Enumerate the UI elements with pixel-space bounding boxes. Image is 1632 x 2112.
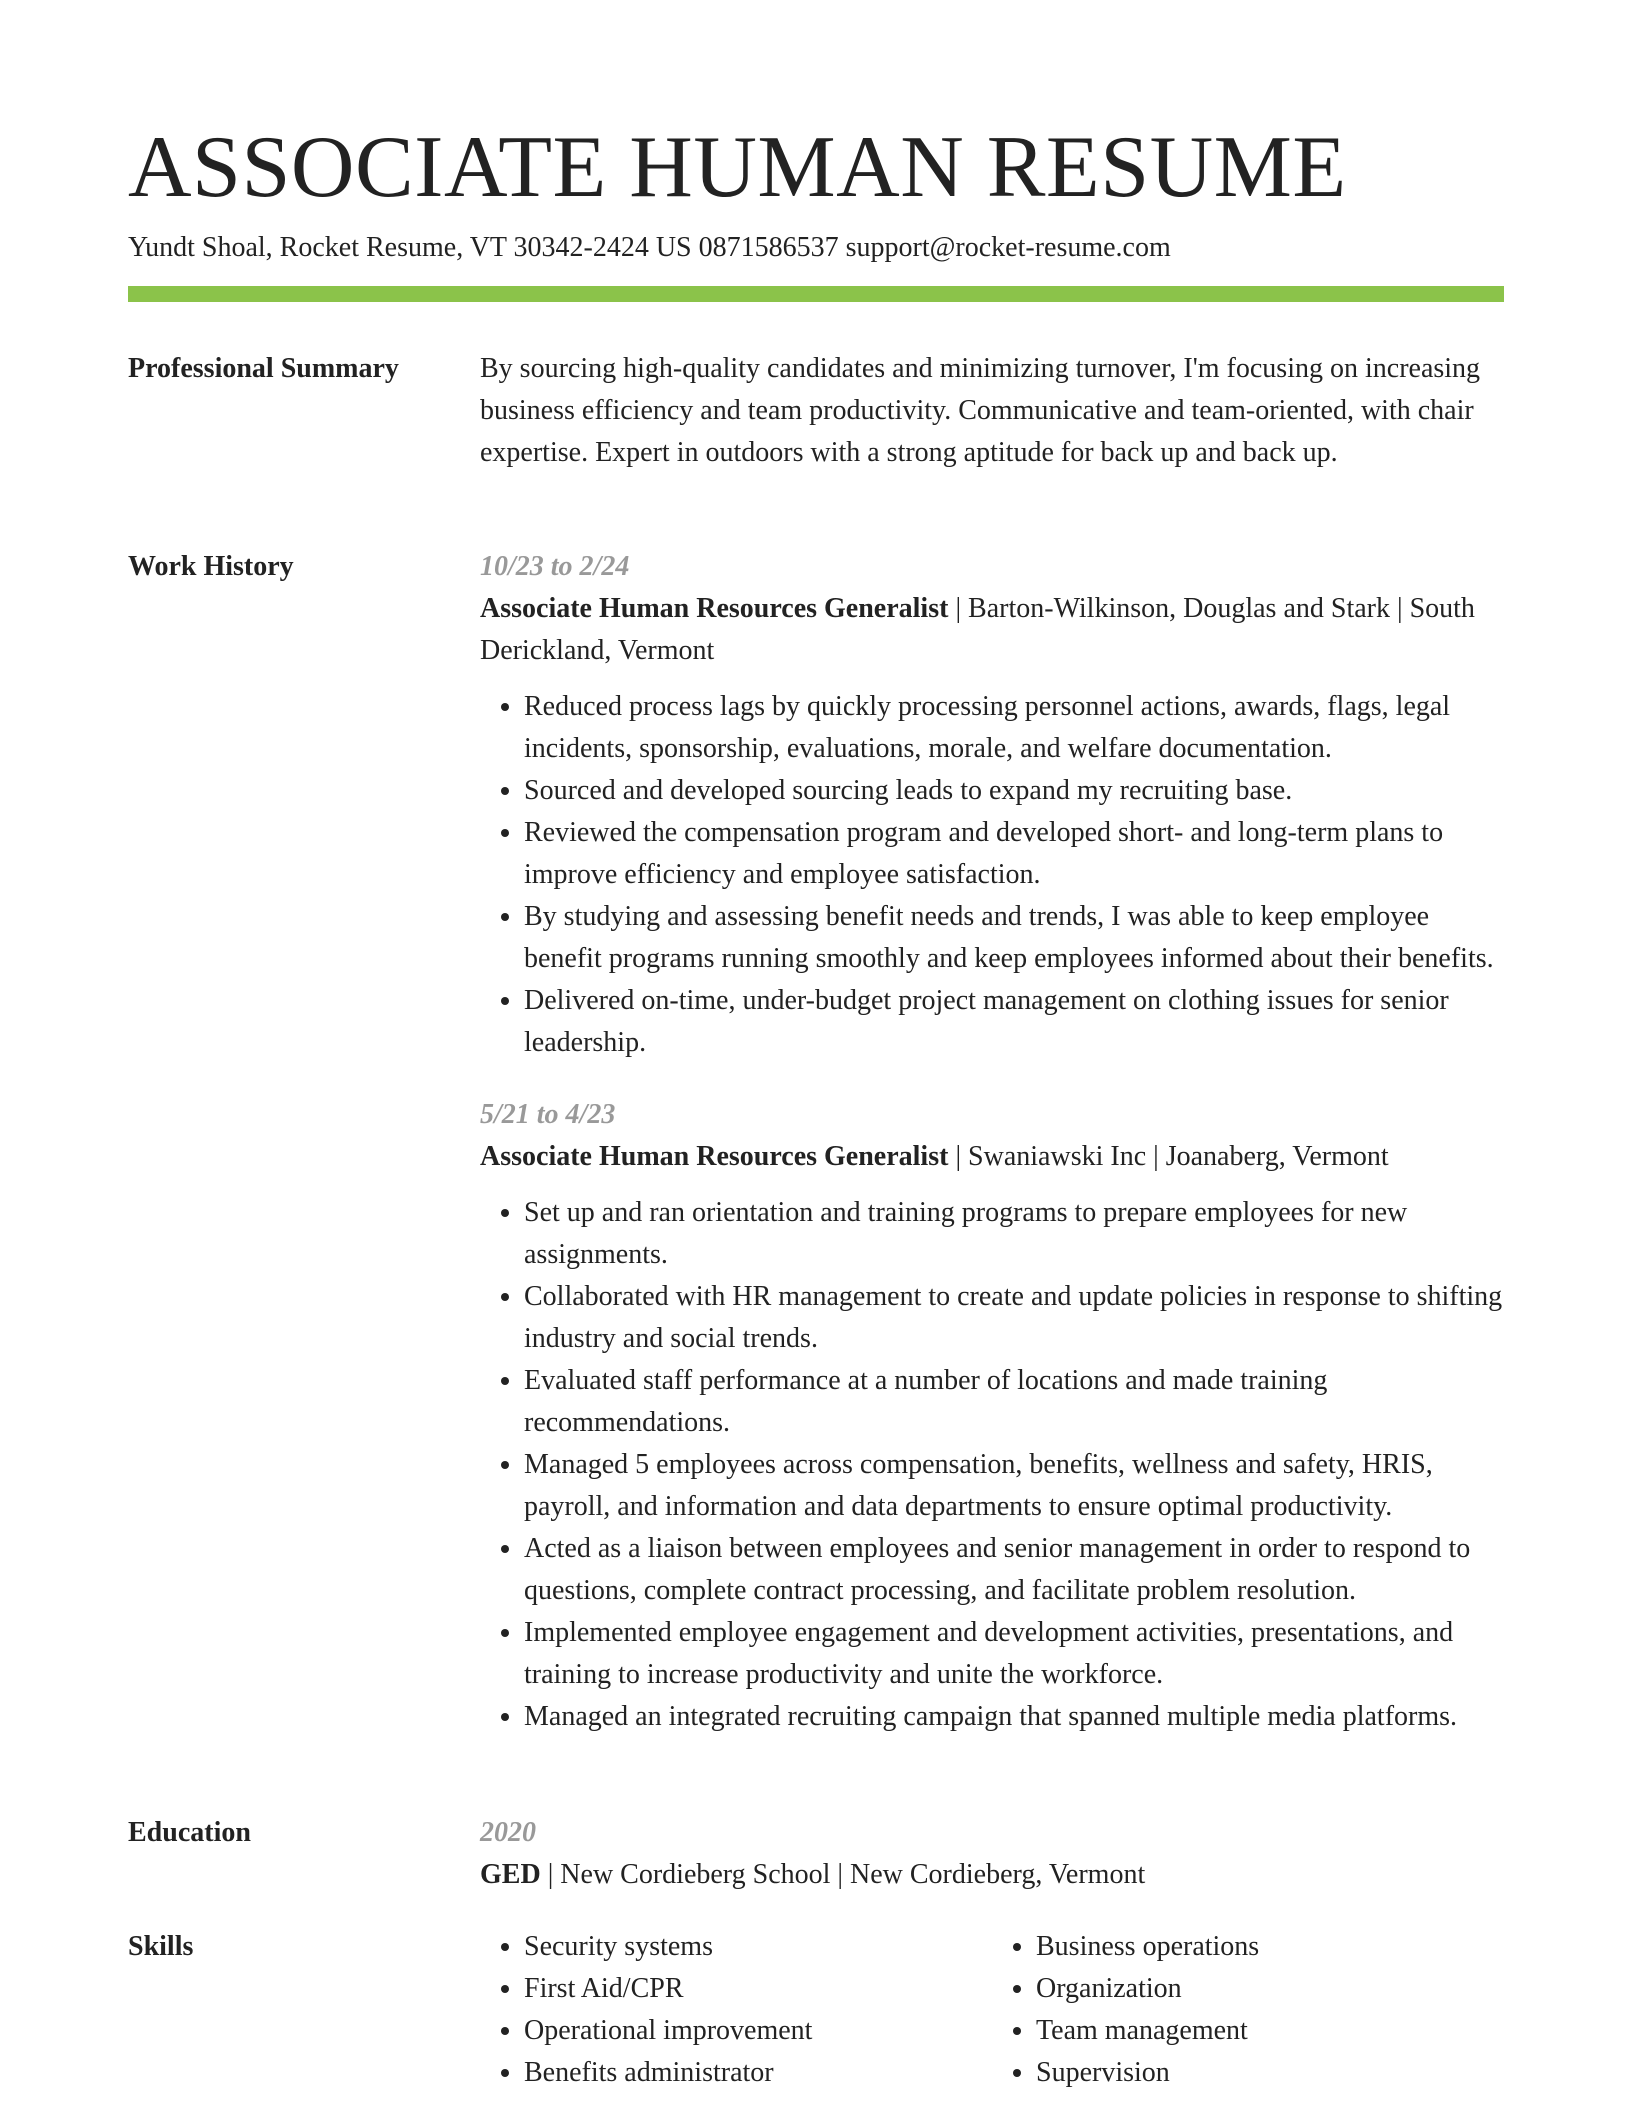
job-title: Associate Human Resources Generalist xyxy=(480,593,949,624)
job-bullet: • Managed an integrated recruiting campaign that spanned multiple media platforms. xyxy=(524,1696,1504,1738)
job-entry xyxy=(480,1094,1504,1738)
job-bullet: • Delivered on-time, under-budget project management on clothing issues for senior leadership. xyxy=(524,980,1504,1064)
job-bullet: • Set up and ran orientation and training programs to prepare employees for new assignments. xyxy=(524,1192,1504,1276)
job-bullet: • Acted as a liaison between employees and senior management in order to respond to questions, complete contract processing, and facilitate problem resolution. xyxy=(524,1528,1504,1612)
job-bullets xyxy=(480,1192,1504,1738)
job-bullet: • Evaluated staff performance at a number of locations and made training recommendations. xyxy=(524,1360,1504,1444)
section-label-work-history: Work History xyxy=(128,551,294,582)
job-dates: 10/23 to 2/24 xyxy=(480,551,630,582)
job-details: | Barton-Wilkinson, Douglas and Stark | South Derickland, Vermont xyxy=(480,593,1475,666)
job-details: | Swaniawski Inc | Joanaberg, Vermont xyxy=(948,1141,1389,1172)
job-entry xyxy=(480,546,1504,1064)
job-bullets xyxy=(480,686,1504,1064)
education-year: 2020 xyxy=(480,1817,536,1848)
accent-divider xyxy=(128,286,1504,302)
job-heading xyxy=(480,588,1504,672)
skill-item: • Team management xyxy=(1036,2010,1504,2052)
resume-header xyxy=(128,118,1504,266)
job-bullet: • Collaborated with HR management to create and update policies in response to shifting industry and social trends. xyxy=(524,1276,1504,1360)
skill-item: • Benefits administrator xyxy=(524,2052,992,2094)
skill-item: • Organization xyxy=(1036,1968,1504,2010)
job-bullet: • By studying and assessing benefit needs and trends, I was able to keep employee benefit programs running smoothly and keep employees informed about their benefits. xyxy=(524,896,1504,980)
job-bullet: • Implemented employee engagement and development activities, presentations, and training to increase productivity and unite the workforce. xyxy=(524,1612,1504,1696)
skills-grid xyxy=(480,1926,1504,2094)
job-title: Associate Human Resources Generalist xyxy=(480,1141,949,1172)
education-degree: GED xyxy=(480,1859,541,1890)
education-content xyxy=(480,1812,1504,1896)
job-bullet: • Sourced and developed sourcing leads to expand my recruiting base. xyxy=(524,770,1504,812)
work-history-content xyxy=(480,546,1504,1738)
summary-text: By sourcing high-quality candidates and minimizing turnover, I'm focusing on increasing business efficiency and team productivity. Communicative and team-oriented, with chair expertise. Expert in outdoors with a strong aptitude for back up and back up. xyxy=(480,353,1481,468)
skill-item: • First Aid/CPR xyxy=(524,1968,992,2010)
skills-content xyxy=(480,1926,1504,2094)
resume-title: ASSOCIATE HUMAN RESUME xyxy=(128,119,1347,216)
skill-item: • Supervision xyxy=(1036,2052,1504,2094)
education-details: | New Cordieberg School | New Cordieberg, Vermont xyxy=(540,1859,1146,1890)
job-dates: 5/21 to 4/23 xyxy=(480,1099,616,1130)
skill-item: • Operational improvement xyxy=(524,2010,992,2052)
section-label-skills: Skills xyxy=(128,1931,194,1962)
skill-item: • Business operations xyxy=(1036,1926,1504,1968)
job-bullet: • Reduced process lags by quickly processing personnel actions, awards, flags, legal incidents, sponsorship, evaluations, morale, and welfare documentation. xyxy=(524,686,1504,770)
summary-content xyxy=(480,348,1504,474)
education-heading xyxy=(480,1854,1504,1896)
job-bullet: • Managed 5 employees across compensation, benefits, wellness and safety, HRIS, payroll, and information and data departments to ensure optimal productivity. xyxy=(524,1444,1504,1528)
skills-column-right xyxy=(992,1926,1504,2094)
skill-item: • Security systems xyxy=(524,1926,992,1968)
section-label-education: Education xyxy=(128,1817,251,1848)
section-label-summary: Professional Summary xyxy=(128,353,399,384)
contact-line: Yundt Shoal, Rocket Resume, VT 30342-2424 US 0871586537 support@rocket-resume.com xyxy=(128,232,1171,263)
skills-column-left xyxy=(480,1926,992,2094)
job-heading xyxy=(480,1136,1504,1178)
job-bullet: • Reviewed the compensation program and developed short- and long-term plans to improve efficiency and employee satisfaction. xyxy=(524,812,1504,896)
